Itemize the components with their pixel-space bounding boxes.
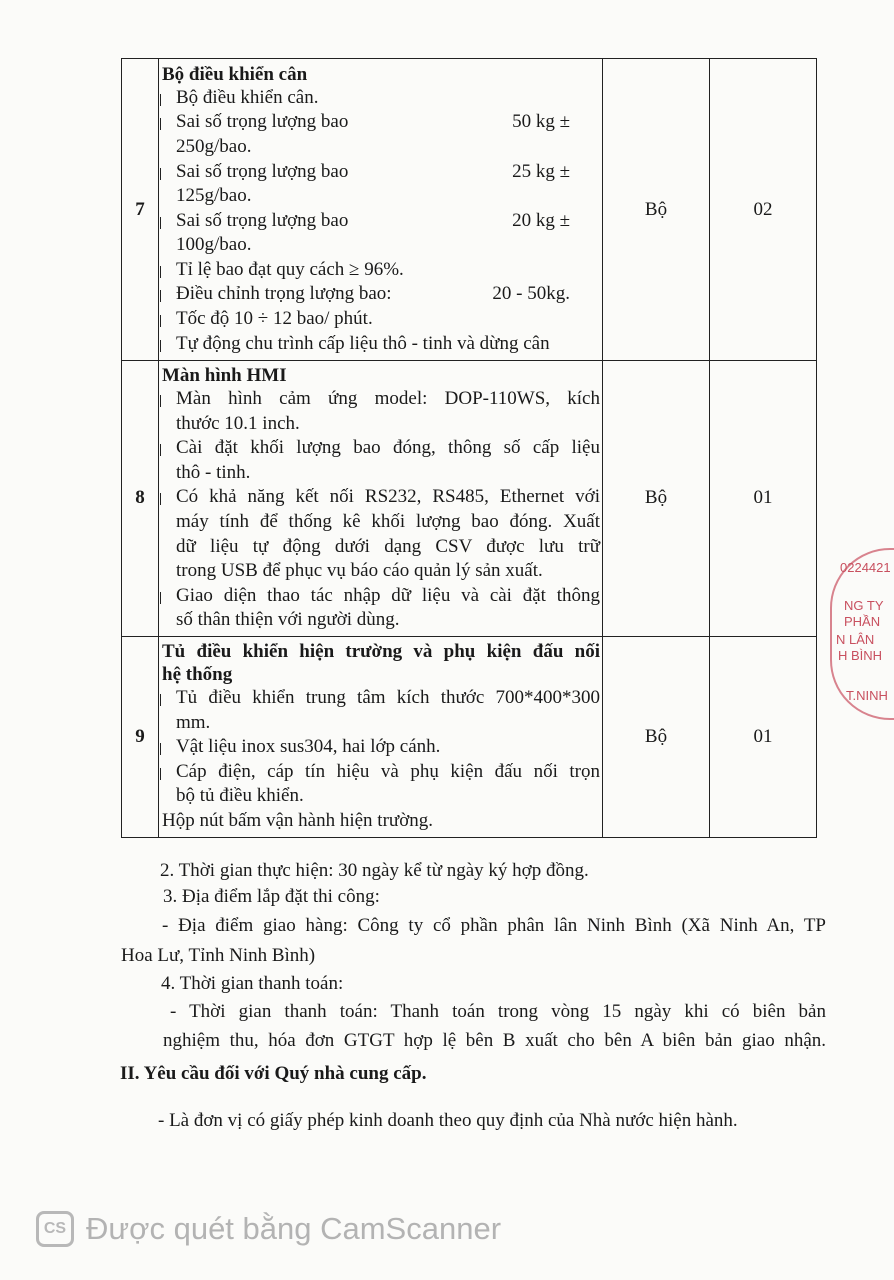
para-delivery-location-cont: Hoa Lư, Tỉnh Ninh Bình) [121, 945, 316, 966]
row-number: 9 [122, 636, 159, 837]
section-heading-supplier: II. Yêu cầu đối với Quý nhà cung cấp. [120, 1063, 427, 1084]
spec-line: Cáp điện, cáp tín hiệu và phụ kiện đấu nối trọn [162, 760, 600, 785]
spec-line: dữ liệu tự động dưới dạng CSV được lưu trữ [176, 535, 600, 557]
seal-text-line: T.NINH [846, 688, 888, 703]
spec-line: Tỉ lệ bao đạt quy cách ≥ 96%. [162, 258, 600, 283]
item-title: Màn hình HMI [162, 365, 287, 386]
spec-line: số thân thiện với người dùng. [176, 609, 400, 631]
row-description [159, 361, 603, 637]
table-row [122, 361, 817, 637]
spec-line: Có khả năng kết nối RS232, RS485, Ethernet với [162, 485, 600, 510]
spec-line: mm. [176, 711, 211, 733]
camscanner-text: Được quét bằng CamScanner [86, 1211, 502, 1246]
spec-line: thô - tinh. [176, 461, 251, 483]
para-execution-time: 2. Thời gian thực hiện: 30 ngày kể từ ngày ký hợp đồng. [160, 860, 589, 881]
spec-line: bộ tủ điều khiển. [176, 785, 304, 807]
equipment-table [121, 58, 817, 838]
spec-value: 20 - 50kg. [492, 283, 570, 305]
row-quantity: 01 [710, 361, 817, 637]
spec-label: Sai số trọng lượng bao [176, 111, 349, 133]
row-number: 7 [122, 59, 159, 361]
para-payment-detail-cont: nghiệm thu, hóa đơn GTGT hợp lệ bên B xuất cho bên A biên bản giao nhận. [163, 1030, 826, 1051]
spec-line: Bộ điều khiển cân. [162, 86, 600, 111]
table-row [122, 59, 817, 361]
spec-line [162, 160, 600, 185]
spec-label: Sai số trọng lượng bao [176, 160, 349, 182]
spec-label: Điều chỉnh trọng lượng bao: [176, 283, 392, 305]
row-quantity: 02 [710, 59, 817, 361]
spec-line: máy tính để thống kê khối lượng bao đóng. Xuất [176, 510, 600, 532]
item-title [162, 640, 600, 686]
camscanner-watermark [36, 1209, 501, 1249]
spec-line: Tự động chu trình cấp liệu thô - tinh và dừng cân [162, 332, 600, 357]
para-install-location: 3. Địa điểm lắp đặt thi công: [163, 886, 380, 907]
row-description [159, 59, 603, 361]
item-title-line: Tủ điều khiển hiện trường và phụ kiện đấu nối [162, 640, 600, 662]
item-title: Bộ điều khiển cân [162, 63, 308, 85]
spec-value: 25 kg ± [512, 160, 570, 182]
para-license: - Là đơn vị có giấy phép kinh doanh theo quy định của Nhà nước hiện hành. [158, 1110, 738, 1131]
spec-line: thước 10.1 inch. [176, 412, 300, 434]
spec-value: 20 kg ± [512, 209, 570, 231]
row-description [159, 636, 603, 837]
seal-text-line: PHẦN [844, 614, 881, 629]
spec-line: 100g/bao. [176, 234, 252, 256]
spec-line: 125g/bao. [176, 185, 252, 207]
seal-text-line: H BÌNH [838, 648, 883, 663]
spec-line: Màn hình cảm ứng model: DOP-110WS, kích [162, 387, 600, 412]
row-number: 8 [122, 361, 159, 637]
company-seal [830, 548, 894, 720]
spec-line: Hộp nút bấm vận hành hiện trường. [162, 809, 433, 831]
spec-line: 250g/bao. [176, 135, 252, 157]
spec-line [162, 282, 600, 307]
spec-line: trong USB để phục vụ báo cáo quản lý sản xuất. [176, 560, 543, 582]
row-quantity: 01 [710, 636, 817, 837]
row-unit: Bộ [603, 636, 710, 837]
spec-line: Vật liệu inox sus304, hai lớp cánh. [162, 735, 600, 760]
spec-line: Giao diện thao tác nhập dữ liệu và cài đặt thông [162, 584, 600, 609]
spec-value: 50 kg ± [512, 111, 570, 133]
spec-line [162, 110, 600, 135]
spec-line: Tủ điều khiển trung tâm kích thước 700*400*300 [162, 686, 600, 711]
row-unit: Bộ [603, 361, 710, 637]
table-row [122, 636, 817, 837]
seal-text-line: 0224421 [840, 560, 891, 575]
item-title-line: hệ thống [162, 663, 233, 685]
spec-line: Tốc độ 10 ÷ 12 bao/ phút. [162, 307, 600, 332]
seal-text-line: N LÂN [836, 632, 875, 647]
spec-label: Sai số trọng lượng bao [176, 209, 349, 231]
camscanner-logo-icon: CS [36, 1211, 74, 1247]
seal-text-line: NG TY [844, 598, 884, 613]
row-unit: Bộ [603, 59, 710, 361]
spec-line: Cài đặt khối lượng bao đóng, thông số cấp liệu [162, 436, 600, 461]
para-payment-detail: - Thời gian thanh toán: Thanh toán trong vòng 15 ngày khi có biên bản [170, 1001, 826, 1022]
spec-line [162, 209, 600, 234]
para-delivery-location: - Địa điểm giao hàng: Công ty cổ phần phân lân Ninh Bình (Xã Ninh An, TP [162, 915, 826, 936]
para-payment-time: 4. Thời gian thanh toán: [161, 973, 344, 994]
